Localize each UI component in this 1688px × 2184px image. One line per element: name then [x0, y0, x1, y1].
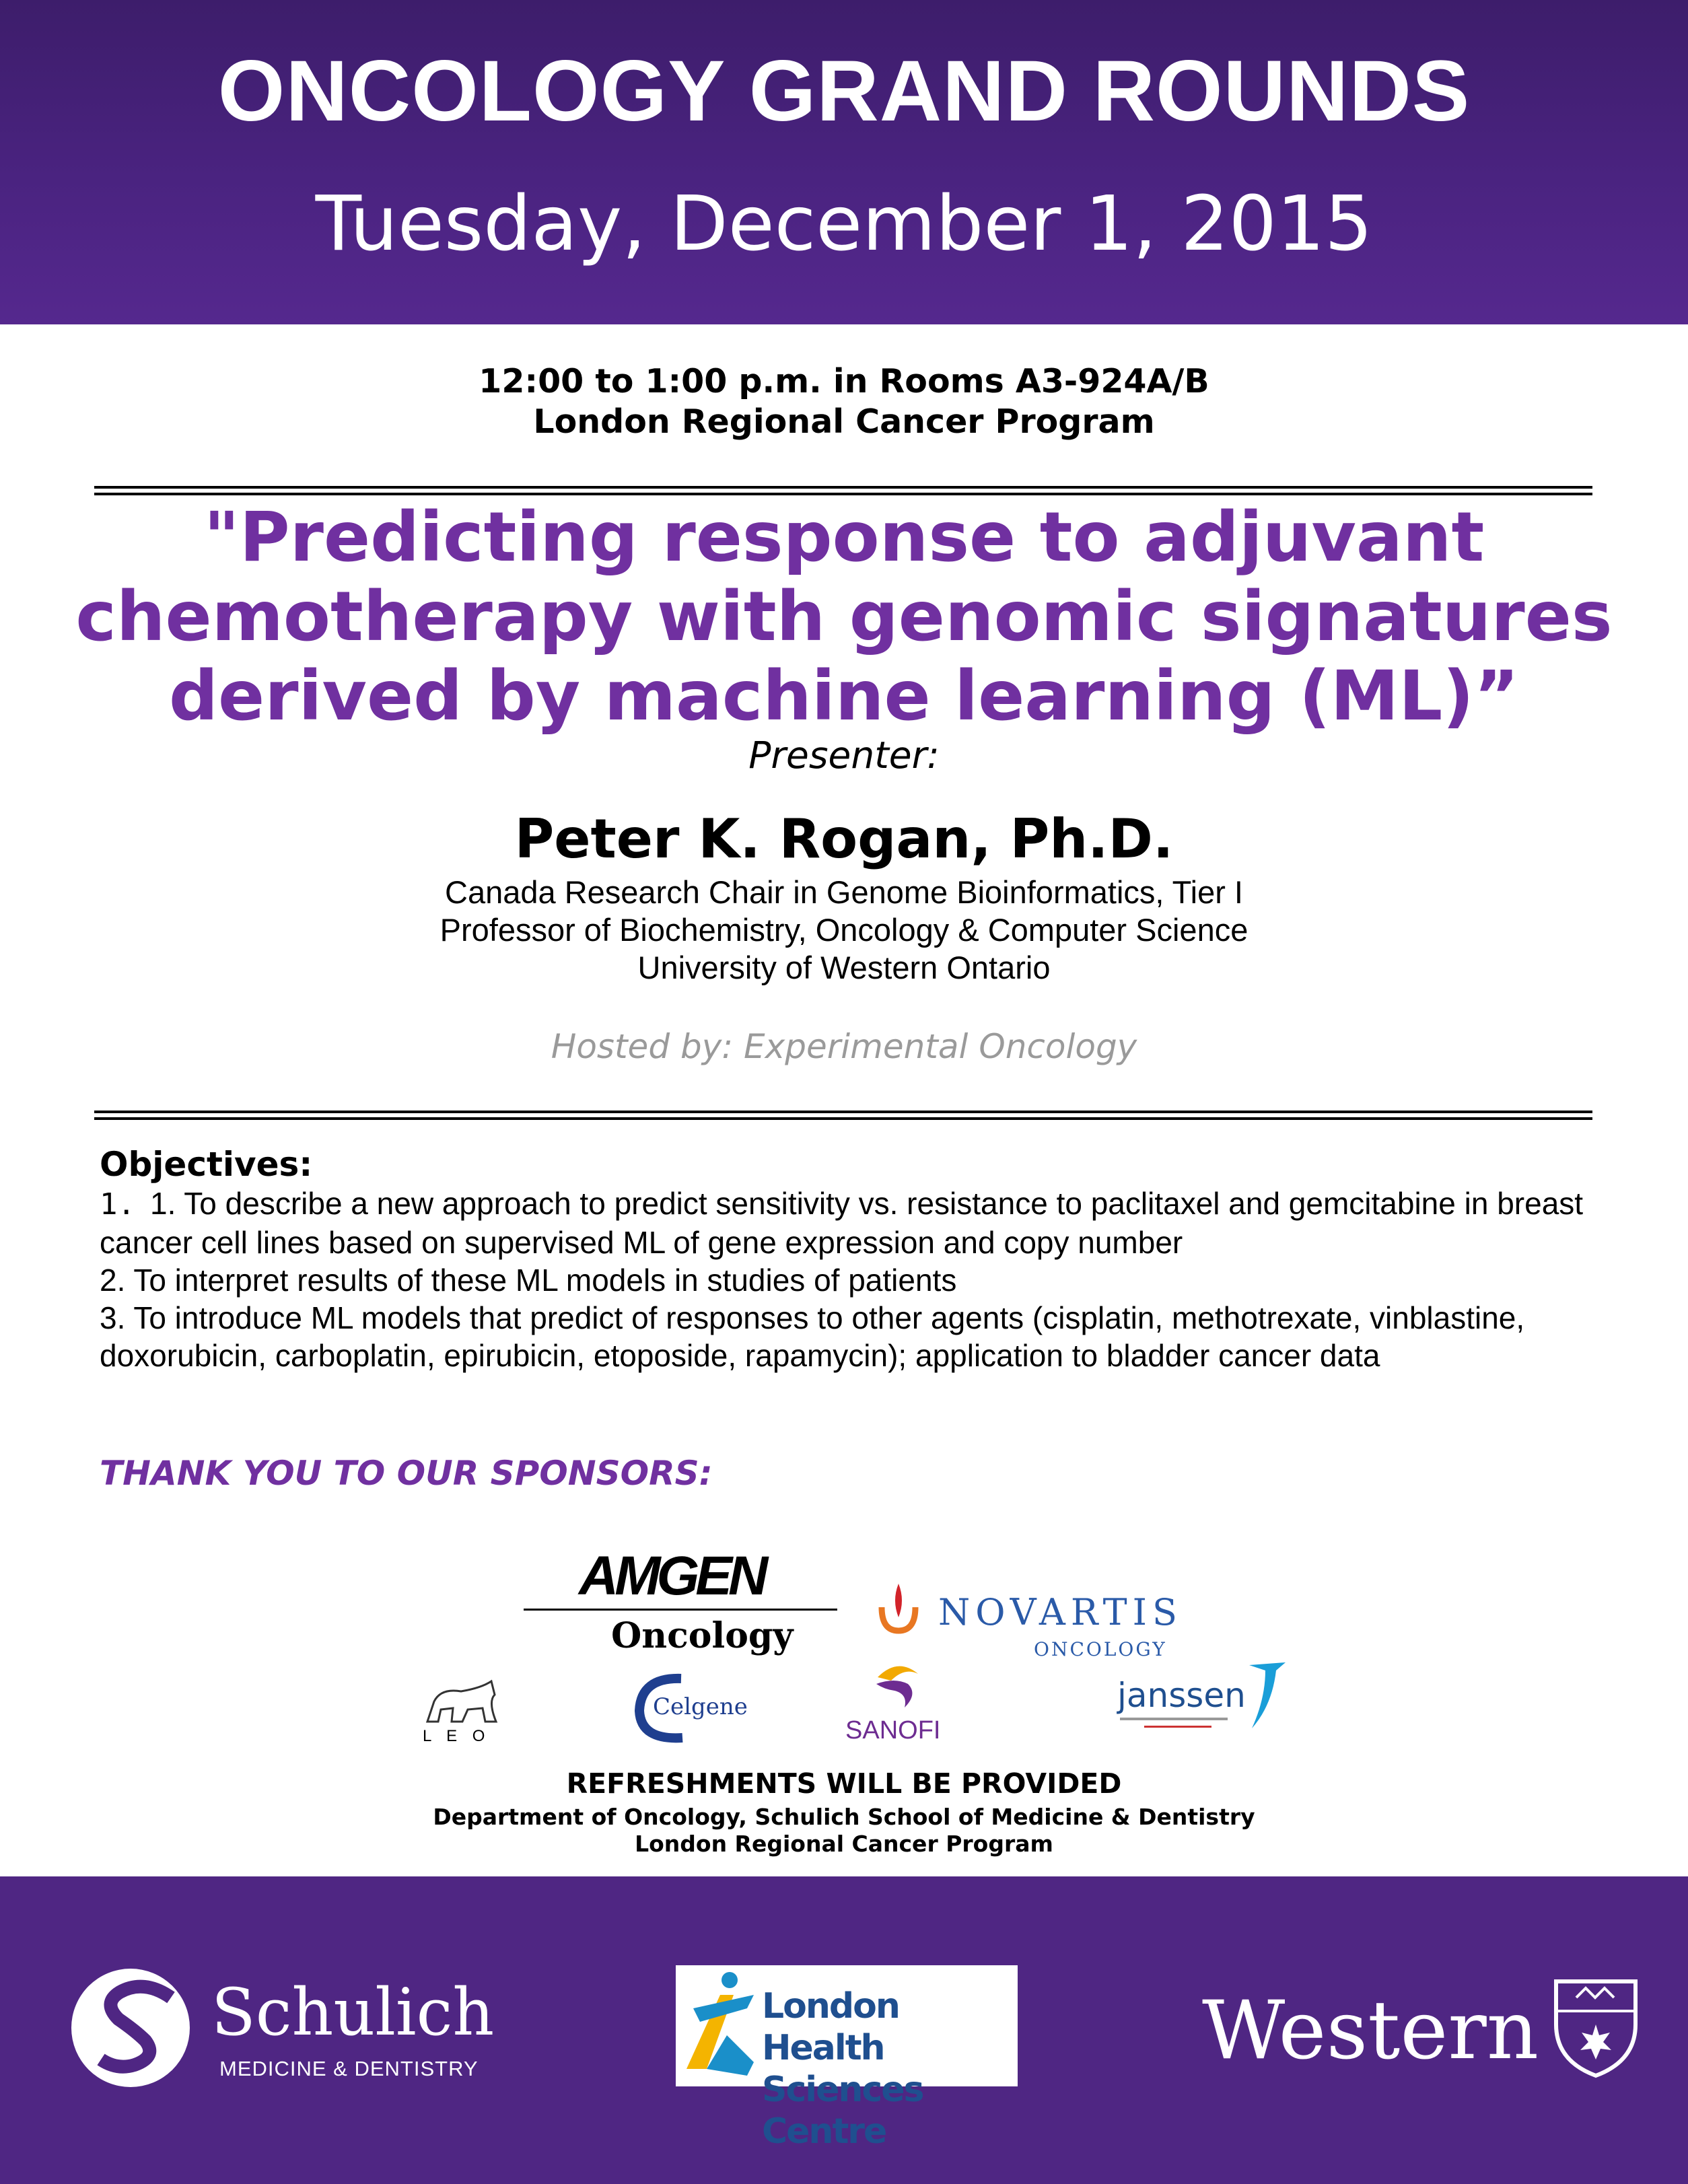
sanofi-wordmark: SANOFI: [845, 1716, 941, 1745]
department-line: Department of Oncology, Schulich School of Medicine & Dentistry: [433, 1804, 1255, 1830]
janssen-jnj-mark: [1144, 1726, 1211, 1728]
novartis-oncology-text: ONCOLOGY: [1034, 1638, 1167, 1660]
objective-item: 2. To interpret results of these ML models in studies of patients: [100, 1263, 957, 1298]
sanofi-logo: [841, 1657, 956, 1745]
presenter-label: Presenter:: [748, 734, 940, 777]
schulich-wordmark: Schulich: [211, 1975, 495, 2050]
objective-item: 3. To introduce ML models that predict of responses to other agents (cisplatin, methotrexate, vinblastine, doxorubicin, carboplatin, epirubicin, etoposide, rapamycin); application to bladder cancer data: [100, 1300, 1525, 1373]
schulich-logo: [70, 1964, 495, 2092]
list-marker: 1.: [100, 1187, 135, 1222]
speaker-affiliation: University of Western Ontario: [637, 950, 1051, 985]
western-crest-icon: [1552, 1977, 1640, 2078]
speaker-name: Peter K. Rogan, Ph.D.: [514, 808, 1174, 870]
objectives-heading: Objectives:: [100, 1145, 313, 1184]
talk-title-line: chemotherapy with genomic signatures: [75, 577, 1613, 657]
novartis-oncology-logo: [875, 1580, 1183, 1661]
talk-title-line: "Predicting response to adjuvant: [203, 497, 1485, 577]
event-series-title: ONCOLOGY GRAND ROUNDS: [217, 43, 1471, 139]
celgene-wordmark: Celgene: [653, 1693, 748, 1720]
refreshments-note: REFRESHMENTS WILL BE PROVIDED: [566, 1767, 1122, 1800]
leo-pharma-logo: [417, 1675, 512, 1746]
amgen-oncology-text: Oncology: [611, 1615, 794, 1656]
western-logo: [1202, 1971, 1640, 2085]
leo-lion-icon: [421, 1675, 508, 1726]
sanofi-bird-icon: [871, 1657, 925, 1711]
objective-text: 1. To describe a new approach to predict sensitivity vs. resistance to paclitaxel and gemcitabine in breast cancer cell lines based on supervised ML of gene expression and copy number: [100, 1186, 1584, 1260]
talk-title-line: derived by machine learning (ML)”: [169, 656, 1519, 736]
divider-bottom: [94, 1111, 1592, 1120]
novartis-wordmark: NOVARTIS: [938, 1591, 1183, 1633]
speaker-affiliation: Professor of Biochemistry, Oncology & Computer Science: [439, 912, 1249, 948]
event-time-location: 12:00 to 1:00 p.m. in Rooms A3-924A/B: [479, 362, 1209, 400]
amgen-oncology-logo: [524, 1545, 840, 1662]
speaker-affiliation: Canada Research Chair in Genome Bioinformatics, Tier I: [445, 874, 1243, 910]
program-line: London Regional Cancer Program: [635, 1831, 1053, 1857]
janssen-wordmark: janssen: [1117, 1676, 1246, 1715]
janssen-tagline-mark: [1120, 1718, 1228, 1720]
amgen-wordmark: AMGEN: [579, 1545, 765, 1607]
header-banner: [0, 0, 1688, 324]
footer-banner: [0, 1876, 1688, 2184]
objectives-section: [100, 1144, 1601, 1374]
western-wordmark: Western: [1202, 1984, 1539, 2078]
event-venue: London Regional Cancer Program: [533, 402, 1155, 441]
divider-top: [94, 486, 1592, 495]
talk-title: [0, 498, 1688, 736]
lhsc-line-2: Sciences Centre: [762, 2070, 923, 2152]
event-date: Tuesday, December 1, 2015: [315, 180, 1373, 268]
lhsc-line-1: London Health: [762, 1986, 899, 2068]
lhsc-figure-icon: [680, 1968, 761, 2082]
lhsc-logo: [676, 1965, 1018, 2152]
leo-wordmark: L E O: [423, 1727, 491, 1745]
objective-item: [100, 1185, 1601, 1261]
celgene-logo: [627, 1670, 748, 1745]
schulich-subtitle: MEDICINE & DENTISTRY: [219, 2057, 479, 2080]
amgen-rule: [524, 1609, 837, 1611]
sponsors-heading: THANK YOU TO OUR SPONSORS:: [100, 1454, 713, 1493]
janssen-logo: [1117, 1656, 1292, 1743]
janssen-swoosh-icon: [1245, 1658, 1292, 1732]
hosted-by: Hosted by: Experimental Oncology: [551, 1027, 1137, 1066]
lhsc-wordmark: [762, 1985, 1018, 2152]
novartis-flame-icon: [875, 1580, 922, 1634]
schulich-s-icon: [70, 1964, 191, 2092]
